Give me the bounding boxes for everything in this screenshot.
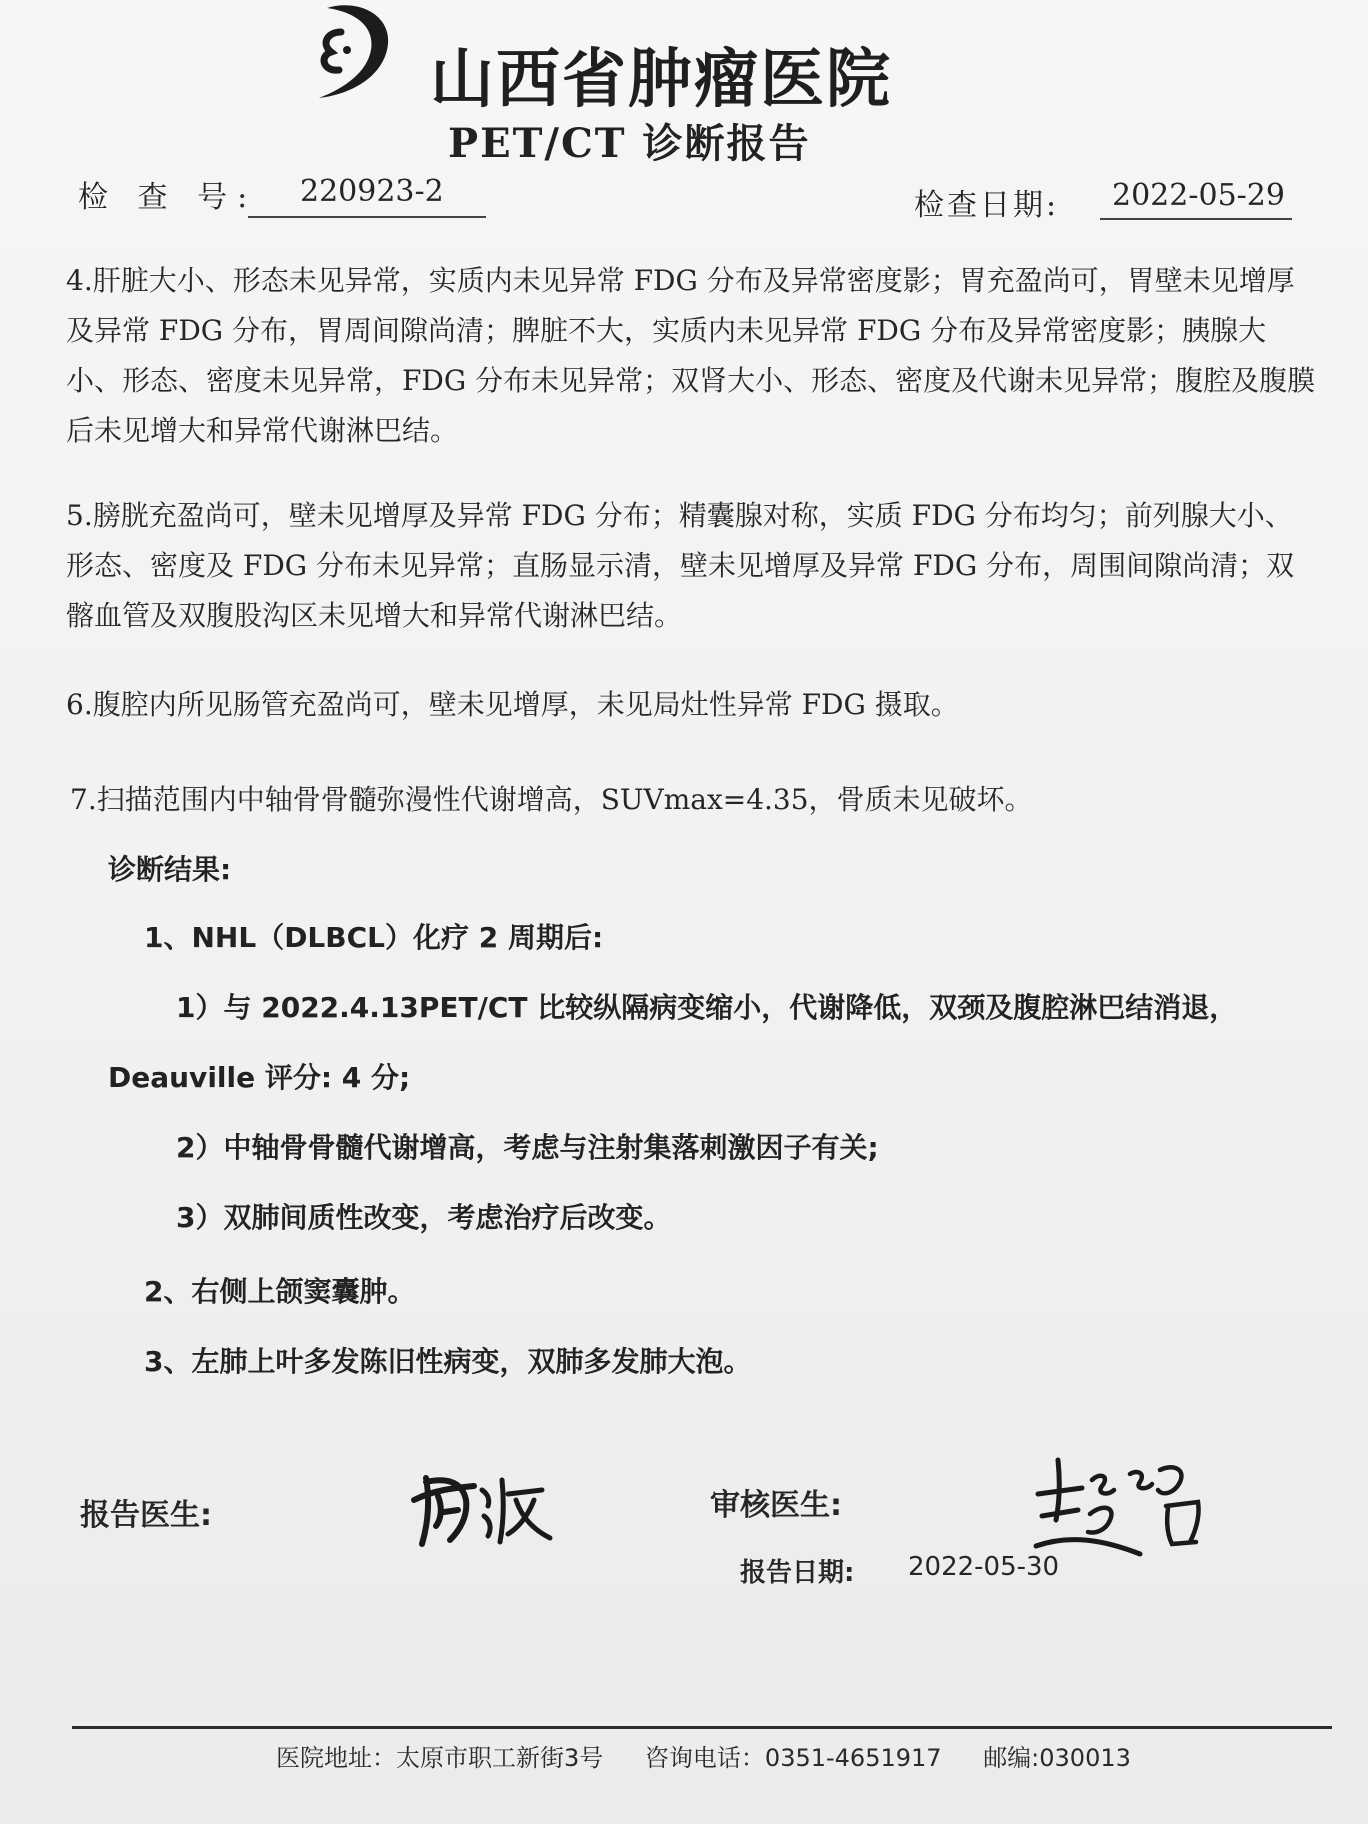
report-date-label: 报告日期:: [740, 1558, 855, 1588]
reporting-doctor-signature: [404, 1460, 554, 1550]
exam-number-underline: [248, 216, 486, 218]
diagnosis-item-1c: 3）双肺间质性改变，考虑治疗后改变。: [176, 1201, 672, 1234]
finding-5: 5.膀胱充盈尚可，壁未见增厚及异常 FDG 分布；精囊腺对称，实质 FDG 分布均匀；前列腺大小、形态、密度及 FDG 分布未见异常；直肠显示清，壁未见增厚及异常 FDG 分布，周围间隙尚清；双髂血管及双腹股沟区未见增大和异常代谢淋巴结。: [66, 499, 1295, 632]
report-title: PET/CT 诊断报告: [448, 120, 811, 167]
diagnosis-item-2: 2、右侧上颌窦囊肿。: [144, 1275, 416, 1308]
exam-number-label: 检 查 号:: [78, 180, 258, 215]
hospital-name: 山西省肿瘤医院: [430, 43, 892, 117]
diagnosis-item-1b: 2）中轴骨骨髓代谢增高，考虑与注射集落刺激因子有关;: [176, 1131, 879, 1164]
footer-phone: 咨询电话：0351-4651917: [644, 1744, 942, 1772]
footer: [276, 1738, 1165, 1773]
report-date-value: 2022-05-30: [908, 1552, 1060, 1582]
reporting-doctor-label: 报告医生:: [80, 1498, 212, 1533]
diagnosis-item-1a-continued: Deauville 评分: 4 分;: [108, 1061, 411, 1094]
footer-address: 医院地址：太原市职工新街3号: [276, 1744, 604, 1772]
exam-date-label: 检查日期:: [914, 188, 1060, 223]
exam-number-value: 220923-2: [300, 174, 444, 209]
exam-date-value: 2022-05-29: [1112, 178, 1285, 213]
diagnosis-item-1: 1、NHL（DLBCL）化疗 2 周期后:: [144, 921, 604, 954]
diagnosis-title: 诊断结果:: [108, 853, 232, 886]
footer-divider: [72, 1726, 1332, 1729]
diagnosis-item-3: 3、左肺上叶多发陈旧性病变，双肺多发肺大泡。: [144, 1345, 752, 1378]
exam-date-underline: [1100, 218, 1292, 220]
hospital-logo-icon: [296, 2, 398, 102]
finding-7: 7.扫描范围内中轴骨骨髓弥漫性代谢增高，SUVmax=4.35，骨质未见破坏。: [70, 783, 1033, 816]
finding-6: 6.腹腔内所见肠管充盈尚可，壁未见增厚，未见局灶性异常 FDG 摄取。: [66, 688, 959, 721]
reviewing-doctor-signature: [1030, 1450, 1210, 1560]
reviewing-doctor-label: 审核医生:: [710, 1488, 842, 1523]
footer-postcode: 邮编:030013: [983, 1744, 1131, 1772]
finding-4: 4.肝脏大小、形态未见异常，实质内未见异常 FDG 分布及异常密度影；胃充盈尚可，胃壁未见增厚及异常 FDG 分布，胃周间隙尚清；脾脏不大，实质内未见异常 FDG 分布及异常密度影；胰腺大小、形态、密度未见异常，FDG 分布未见异常；双肾大小、形态、密度及代谢未见异常；腹腔及腹膜后未见增大和异常代谢淋巴结。: [66, 264, 1316, 447]
diagnosis-item-1a: 1）与 2022.4.13PET/CT 比较纵隔病变缩小，代谢降低，双颈及腹腔淋巴结消退，: [176, 991, 1238, 1024]
